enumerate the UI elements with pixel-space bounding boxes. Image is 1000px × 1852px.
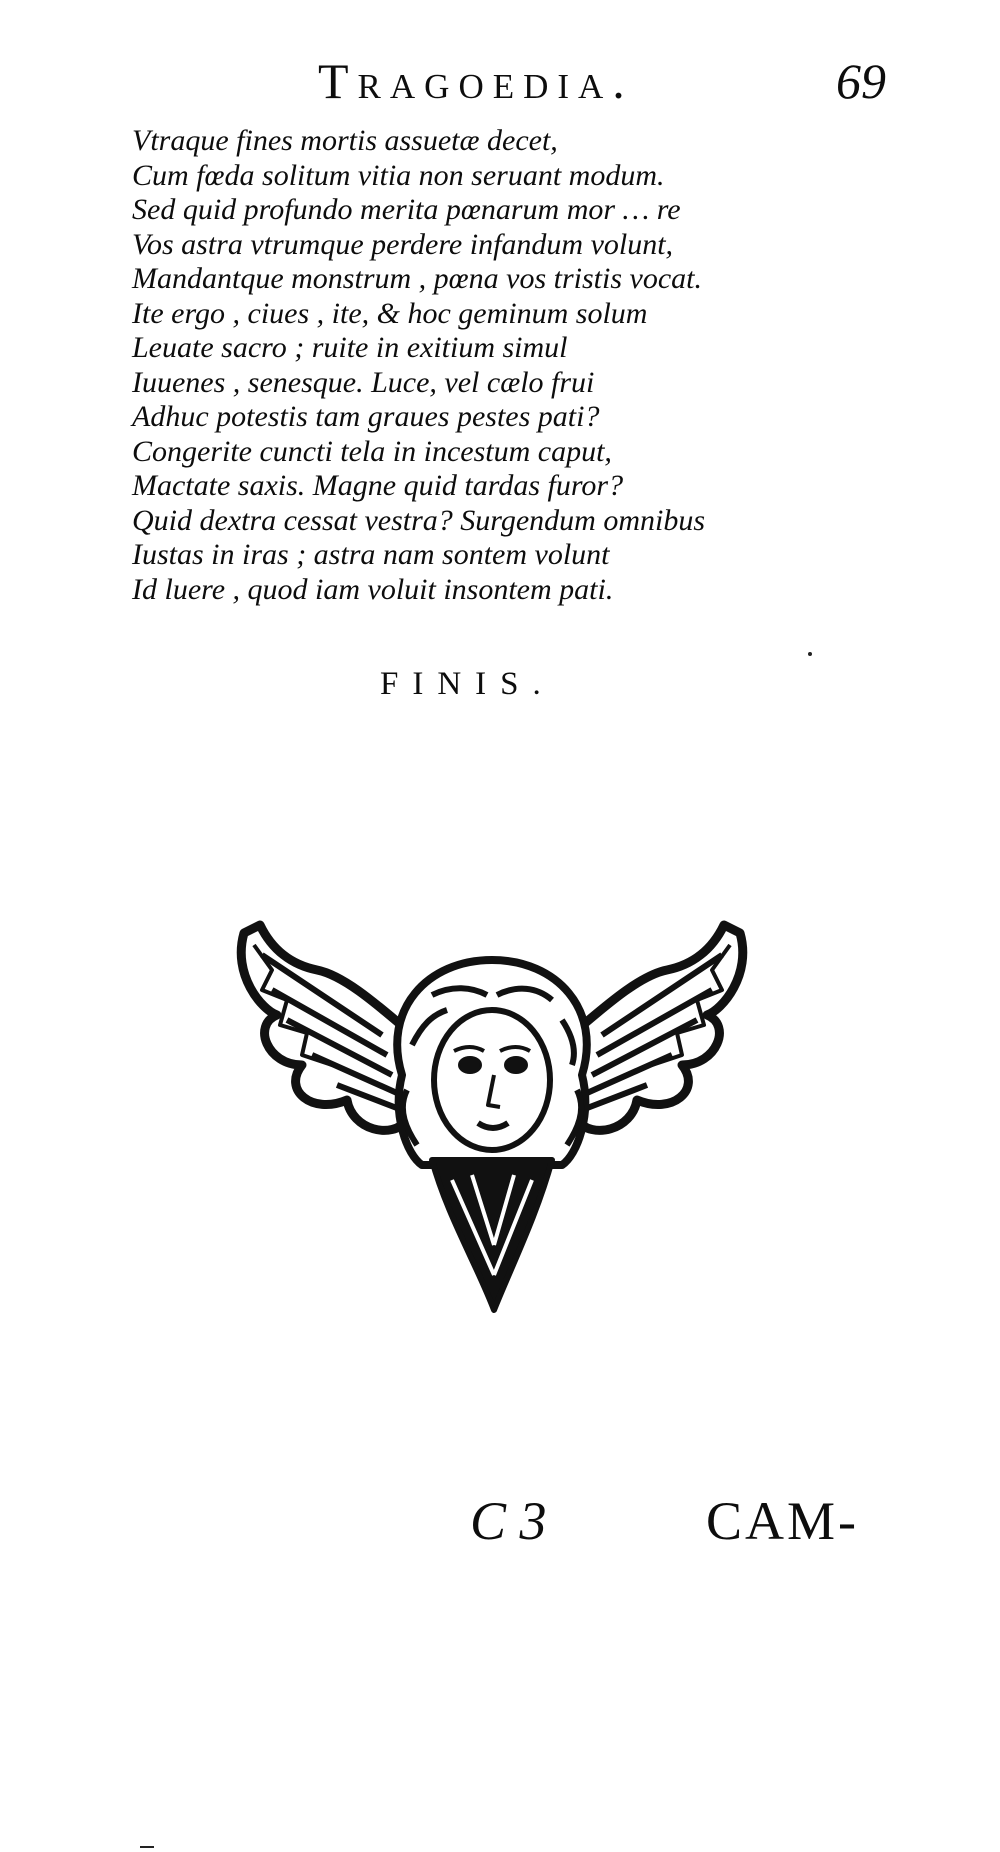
winged-cherub-head-icon [232, 915, 752, 1315]
verse-block [132, 124, 892, 607]
verse-line: Vtraque fines mortis assuetæ decet, [132, 124, 558, 157]
verse-line: Cum fœda solitum vitia non seruant modum. [132, 158, 665, 192]
verse-line: Quid dextra cessat vestra? Surgendum omnibus [132, 503, 705, 537]
running-title: Tragoedia. [318, 53, 634, 109]
verse-line: Mandantque monstrum , pœna vos tristis vocat. [132, 262, 702, 295]
finis-mark: FINIS. [380, 666, 555, 702]
verse-line: Mactate saxis. Magne quid tardas furor? [132, 469, 624, 502]
verse-line: Iuuenes , senesque. Luce, vel cælo frui [132, 365, 595, 399]
verse-line: Ite ergo , ciues , ite, & hoc geminum solum [132, 296, 648, 330]
verse-line: Adhuc potestis tam graues pestes pati? [132, 400, 600, 433]
catchword: CAM- [706, 1491, 860, 1551]
verse-line: Id luere , quod iam voluit insontem pati. [132, 572, 614, 606]
verse-line: Leuate sacro ; ruite in exitium simul [132, 331, 568, 364]
signature-mark: C 3 [470, 1491, 547, 1551]
page-number: 69 [836, 53, 886, 109]
ink-speck [140, 1846, 154, 1848]
verse-line: Congerite cuncti tela in incestum caput, [132, 434, 612, 468]
verse-line: Sed quid profundo merita pœnarum mor … re [132, 193, 681, 226]
verse-line: Vos astra vtrumque perdere infandum volunt, [132, 227, 674, 261]
verse-line: Iustas in iras ; astra nam sontem volunt [132, 538, 610, 571]
ink-speck [808, 652, 812, 656]
running-head [0, 44, 1000, 114]
